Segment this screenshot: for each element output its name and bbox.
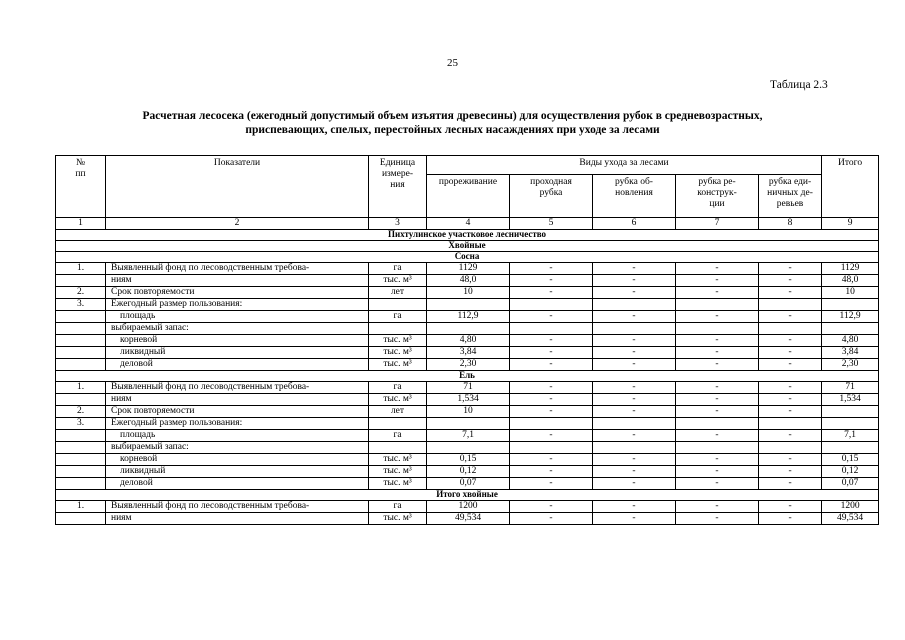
table-cell: - bbox=[510, 275, 593, 287]
section-label: Итого хвойные bbox=[56, 490, 879, 501]
table-cell: - bbox=[510, 501, 593, 513]
table-cell bbox=[759, 299, 822, 311]
header-single-tree-cut: рубка еди- ничных де- ревьев bbox=[759, 175, 822, 218]
table-cell: - bbox=[759, 335, 822, 347]
table-row bbox=[56, 263, 879, 275]
table-cell: 2. bbox=[56, 287, 106, 299]
table-cell: 112,9 bbox=[427, 311, 510, 323]
table-cell: 1129 bbox=[822, 263, 879, 275]
table-cell: корневой bbox=[106, 454, 369, 466]
table-cell: - bbox=[759, 478, 822, 490]
table-cell: деловой bbox=[106, 478, 369, 490]
table-row bbox=[56, 430, 879, 442]
table-cell: тыс. м³ bbox=[369, 394, 427, 406]
col-number: 5 bbox=[510, 218, 593, 230]
col-number: 9 bbox=[822, 218, 879, 230]
table-cell bbox=[56, 323, 106, 335]
table-cell: тыс. м³ bbox=[369, 335, 427, 347]
table-row bbox=[56, 394, 879, 406]
table-cell: корневой bbox=[106, 335, 369, 347]
table-cell: - bbox=[676, 287, 759, 299]
table-cell: - bbox=[676, 382, 759, 394]
table-cell: 7,1 bbox=[427, 430, 510, 442]
table-cell: 71 bbox=[427, 382, 510, 394]
table-cell: - bbox=[510, 311, 593, 323]
table-cell bbox=[510, 323, 593, 335]
table-row bbox=[56, 478, 879, 490]
table-cell: 1200 bbox=[822, 501, 879, 513]
table-cell: 3,84 bbox=[822, 347, 879, 359]
col-number: 1 bbox=[56, 218, 106, 230]
table-cell: Ежегодный размер пользования: bbox=[106, 299, 369, 311]
table-cell bbox=[822, 418, 879, 430]
table-cell: ниям bbox=[106, 513, 369, 525]
table-cell: 1. bbox=[56, 263, 106, 275]
header-unit: Единица измере- ния bbox=[369, 156, 427, 218]
table-cell: 10 bbox=[822, 287, 879, 299]
table-cell bbox=[369, 323, 427, 335]
table-cell bbox=[593, 442, 676, 454]
table-cell: - bbox=[759, 311, 822, 323]
page-number: 25 bbox=[447, 57, 458, 69]
table-cell: 10 bbox=[427, 406, 510, 418]
table-cell bbox=[822, 406, 879, 418]
table-cell: 0,07 bbox=[822, 478, 879, 490]
section-spruce bbox=[56, 371, 879, 382]
table-cell bbox=[56, 478, 106, 490]
table-cell: - bbox=[510, 478, 593, 490]
table-cell: ниям bbox=[106, 394, 369, 406]
table-cell: - bbox=[593, 359, 676, 371]
table-cell: - bbox=[676, 359, 759, 371]
table-row bbox=[56, 513, 879, 525]
table-cell: Выявленный фонд по лесоводственным требова- bbox=[106, 501, 369, 513]
table-cell: - bbox=[759, 430, 822, 442]
table-cell: - bbox=[510, 347, 593, 359]
table-cell: тыс. м³ bbox=[369, 454, 427, 466]
table-cell: 48,0 bbox=[822, 275, 879, 287]
table-cell bbox=[56, 394, 106, 406]
table-cell: - bbox=[676, 430, 759, 442]
section-label: Хвойные bbox=[56, 241, 879, 252]
header-indicators: Показатели bbox=[106, 156, 369, 218]
table-cell: га bbox=[369, 311, 427, 323]
table-cell: тыс. м³ bbox=[369, 275, 427, 287]
table-row bbox=[56, 347, 879, 359]
table-cell bbox=[593, 299, 676, 311]
table-cell bbox=[427, 418, 510, 430]
col-number: 7 bbox=[676, 218, 759, 230]
table-cell: - bbox=[510, 263, 593, 275]
table-cell: га bbox=[369, 430, 427, 442]
table-cell: лет bbox=[369, 406, 427, 418]
table-cell: 0,12 bbox=[427, 466, 510, 478]
table-label: Таблица 2.3 bbox=[770, 79, 828, 91]
table-cell bbox=[822, 442, 879, 454]
table-cell: деловой bbox=[106, 359, 369, 371]
section-conifers bbox=[56, 241, 879, 252]
table-cell: 1129 bbox=[427, 263, 510, 275]
table-cell: лет bbox=[369, 287, 427, 299]
table-cell: - bbox=[593, 382, 676, 394]
table-cell: - bbox=[676, 347, 759, 359]
header-total: Итого bbox=[822, 156, 879, 218]
col-number: 4 bbox=[427, 218, 510, 230]
table-cell: - bbox=[593, 311, 676, 323]
table-cell: - bbox=[759, 347, 822, 359]
table-cell: 49,534 bbox=[822, 513, 879, 525]
table-cell: ликвидный bbox=[106, 347, 369, 359]
header-care-types: Виды ухода за лесами bbox=[427, 156, 822, 175]
section-label: Ель bbox=[56, 371, 879, 382]
table-row bbox=[56, 311, 879, 323]
table-cell: - bbox=[759, 263, 822, 275]
header-thinning: прореживание bbox=[427, 175, 510, 218]
table-cell: 0,15 bbox=[822, 454, 879, 466]
table-cell: - bbox=[593, 275, 676, 287]
table-cell: - bbox=[510, 466, 593, 478]
table-cell: - bbox=[593, 466, 676, 478]
data-table bbox=[55, 155, 879, 525]
table-cell: тыс. м³ bbox=[369, 478, 427, 490]
table-cell: тыс. м³ bbox=[369, 513, 427, 525]
table-cell bbox=[56, 347, 106, 359]
table-cell: - bbox=[759, 501, 822, 513]
table-cell: - bbox=[510, 430, 593, 442]
table-cell bbox=[369, 442, 427, 454]
table-cell: - bbox=[593, 263, 676, 275]
table-cell: 2,30 bbox=[427, 359, 510, 371]
table-cell bbox=[510, 299, 593, 311]
table-cell: - bbox=[759, 394, 822, 406]
table-cell bbox=[676, 323, 759, 335]
table-cell bbox=[56, 335, 106, 347]
table-cell: - bbox=[510, 359, 593, 371]
table-cell bbox=[510, 418, 593, 430]
table-cell: 4,80 bbox=[427, 335, 510, 347]
table-cell: - bbox=[759, 454, 822, 466]
table-cell: - bbox=[676, 275, 759, 287]
table-cell: Выявленный фонд по лесоводственным требова- bbox=[106, 382, 369, 394]
table-title bbox=[60, 109, 845, 137]
table-row bbox=[56, 323, 879, 335]
table-row bbox=[56, 275, 879, 287]
table-cell: - bbox=[510, 406, 593, 418]
col-number: 8 bbox=[759, 218, 822, 230]
header-reconstruction-cut: рубка ре- конструк- ции bbox=[676, 175, 759, 218]
table-cell bbox=[759, 442, 822, 454]
table-cell: - bbox=[759, 382, 822, 394]
table-cell: - bbox=[759, 406, 822, 418]
table-cell bbox=[676, 442, 759, 454]
table-cell: Срок повторяемости bbox=[106, 287, 369, 299]
table-cell bbox=[822, 323, 879, 335]
table-cell: га bbox=[369, 382, 427, 394]
section-label: Сосна bbox=[56, 252, 879, 263]
table-cell: тыс. м³ bbox=[369, 359, 427, 371]
table-cell: 0,12 bbox=[822, 466, 879, 478]
table-cell bbox=[56, 442, 106, 454]
table-cell: - bbox=[593, 513, 676, 525]
header-renewal-cut: рубка об- новления bbox=[593, 175, 676, 218]
header-passing-cut: проходная рубка bbox=[510, 175, 593, 218]
title-line-2: приспевающих, спелых, перестойных лесных насаждениях при уходе за лесами bbox=[245, 124, 660, 136]
table-cell: - bbox=[593, 347, 676, 359]
col-number: 6 bbox=[593, 218, 676, 230]
table-cell: - bbox=[593, 454, 676, 466]
table-cell: - bbox=[593, 335, 676, 347]
table-row bbox=[56, 466, 879, 478]
table-cell: 7,1 bbox=[822, 430, 879, 442]
col-number: 2 bbox=[106, 218, 369, 230]
table-cell bbox=[56, 275, 106, 287]
table-cell: - bbox=[676, 466, 759, 478]
table-cell bbox=[56, 513, 106, 525]
table-cell bbox=[593, 323, 676, 335]
table-cell: - bbox=[593, 394, 676, 406]
table-cell: тыс. м³ bbox=[369, 466, 427, 478]
table-cell: га bbox=[369, 263, 427, 275]
table-cell: - bbox=[676, 513, 759, 525]
table-cell bbox=[822, 299, 879, 311]
table-cell: выбираемый запас: bbox=[106, 323, 369, 335]
table-cell bbox=[427, 323, 510, 335]
table-cell: - bbox=[759, 359, 822, 371]
table-cell: - bbox=[759, 513, 822, 525]
table-cell: 49,534 bbox=[427, 513, 510, 525]
table-cell: - bbox=[676, 263, 759, 275]
table-cell: 48,0 bbox=[427, 275, 510, 287]
table-cell: - bbox=[510, 513, 593, 525]
table-row bbox=[56, 287, 879, 299]
table-cell: - bbox=[510, 287, 593, 299]
table-row bbox=[56, 382, 879, 394]
table-cell: Ежегодный размер пользования: bbox=[106, 418, 369, 430]
table-cell: - bbox=[593, 478, 676, 490]
table-cell: 3. bbox=[56, 299, 106, 311]
table-cell: - bbox=[676, 406, 759, 418]
table-cell bbox=[759, 418, 822, 430]
table-cell bbox=[593, 418, 676, 430]
table-cell: 1200 bbox=[427, 501, 510, 513]
table-cell: - bbox=[676, 501, 759, 513]
table-row bbox=[56, 418, 879, 430]
table-cell: - bbox=[510, 382, 593, 394]
table-row bbox=[56, 359, 879, 371]
table-cell: 112,9 bbox=[822, 311, 879, 323]
table-cell: ликвидный bbox=[106, 466, 369, 478]
section-pine bbox=[56, 252, 879, 263]
col-number: 3 bbox=[369, 218, 427, 230]
table-cell: - bbox=[676, 311, 759, 323]
table-row bbox=[56, 454, 879, 466]
table-cell bbox=[56, 430, 106, 442]
table-cell: 2,30 bbox=[822, 359, 879, 371]
table-cell: 3,84 bbox=[427, 347, 510, 359]
table-row bbox=[56, 299, 879, 311]
table-cell: ниям bbox=[106, 275, 369, 287]
table-row bbox=[56, 442, 879, 454]
table-cell bbox=[56, 359, 106, 371]
table-cell: - bbox=[676, 335, 759, 347]
section-total-conifers bbox=[56, 490, 879, 501]
table-cell: - bbox=[759, 466, 822, 478]
table-cell: 71 bbox=[822, 382, 879, 394]
table-cell: - bbox=[510, 335, 593, 347]
table-cell: - bbox=[593, 406, 676, 418]
table-row bbox=[56, 335, 879, 347]
table-cell: 2. bbox=[56, 406, 106, 418]
table-cell bbox=[427, 299, 510, 311]
table-cell: - bbox=[759, 287, 822, 299]
table-row bbox=[56, 501, 879, 513]
table-cell: Срок повторяемости bbox=[106, 406, 369, 418]
section-forestry bbox=[56, 230, 879, 241]
table-cell bbox=[510, 442, 593, 454]
header-num: № пп bbox=[56, 156, 106, 218]
table-cell: - bbox=[593, 287, 676, 299]
table-cell: - bbox=[759, 275, 822, 287]
table-cell bbox=[676, 418, 759, 430]
table-cell: 1,534 bbox=[822, 394, 879, 406]
table-cell: - bbox=[510, 394, 593, 406]
table-cell: - bbox=[676, 394, 759, 406]
table-cell: тыс. м³ bbox=[369, 347, 427, 359]
table-cell: 3. bbox=[56, 418, 106, 430]
table-cell bbox=[369, 299, 427, 311]
table-cell: 1,534 bbox=[427, 394, 510, 406]
table-cell bbox=[56, 311, 106, 323]
table-cell: площадь bbox=[106, 430, 369, 442]
table-cell: - bbox=[676, 478, 759, 490]
title-line-1: Расчетная лесосека (ежегодный допустимый объем изъятия древесины) для осуществления рубок в средневозрастных, bbox=[142, 110, 763, 122]
table-cell: 1. bbox=[56, 382, 106, 394]
table-row bbox=[56, 406, 879, 418]
table-cell: 1. bbox=[56, 501, 106, 513]
table-cell: - bbox=[676, 454, 759, 466]
table-cell bbox=[56, 466, 106, 478]
table-cell: 10 bbox=[427, 287, 510, 299]
table-cell: - bbox=[510, 454, 593, 466]
table-cell: Выявленный фонд по лесоводственным требова- bbox=[106, 263, 369, 275]
table-cell bbox=[676, 299, 759, 311]
table-cell: га bbox=[369, 501, 427, 513]
table-cell bbox=[56, 454, 106, 466]
table-cell: 0,15 bbox=[427, 454, 510, 466]
table-cell bbox=[369, 418, 427, 430]
table-cell: площадь bbox=[106, 311, 369, 323]
table-cell: 0,07 bbox=[427, 478, 510, 490]
section-label: Пихтулинское участковое лесничество bbox=[56, 230, 879, 241]
table-cell: - bbox=[593, 501, 676, 513]
table-cell: 4,80 bbox=[822, 335, 879, 347]
table-cell: выбираемый запас: bbox=[106, 442, 369, 454]
table-cell: - bbox=[593, 430, 676, 442]
column-numbers-row bbox=[56, 218, 879, 230]
table-cell bbox=[759, 323, 822, 335]
table-cell bbox=[427, 442, 510, 454]
